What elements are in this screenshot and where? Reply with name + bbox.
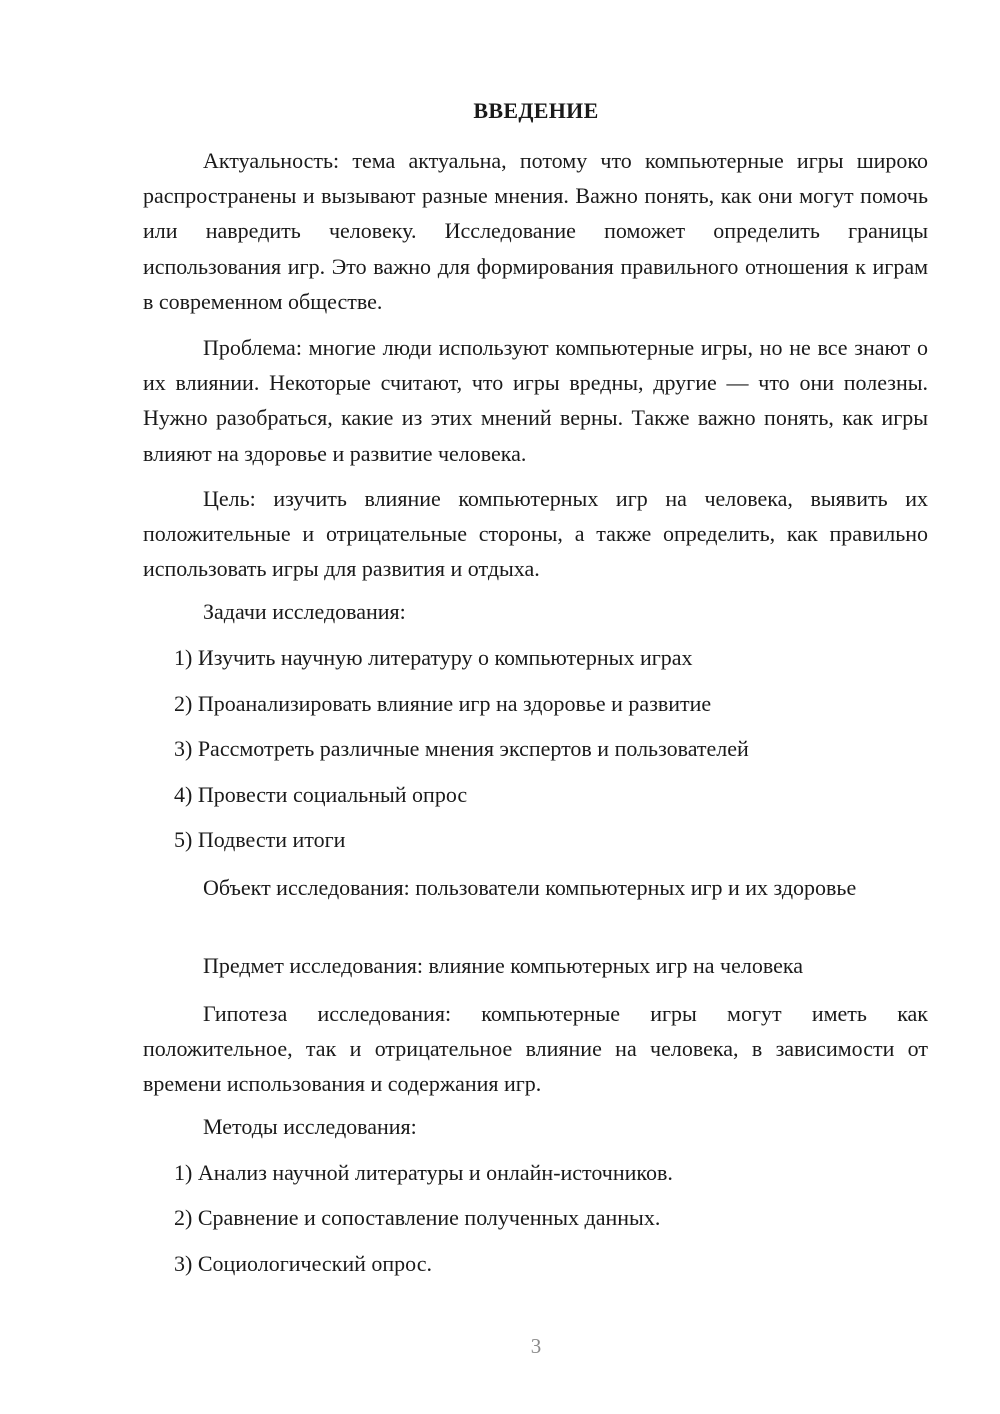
method-item: 2) Сравнение и сопоставление полученных данных. [174, 1205, 661, 1230]
problem-paragraph: Проблема: многие люди используют компьютерные игры, но не все знают о их влиянии. Некоторые считают, что игры вредны, другие — что они полезны. Нужно разобраться, какие из этих мнений верны. Также важно понять, как игры влияют на здоровье и развитие человека. [143, 335, 928, 466]
task-item: 2) Проанализировать влияние игр на здоровье и развитие [174, 691, 712, 716]
goal-paragraph: Цель: изучить влияние компьютерных игр на человека, выявить их положительные и отрицательные стороны, а также определить, как правильно использовать игры для развития и отдыха. [143, 486, 928, 582]
page-number: 3 [530, 1334, 542, 1358]
task-item: 3) Рассмотреть различные мнения экспертов и пользователей [174, 736, 749, 761]
hypothesis-paragraph: Гипотеза исследования: компьютерные игры могут иметь как положительное, так и отрицательное влияние на человека, в зависимости от времени использования и содержания игр. [143, 1001, 928, 1097]
method-item: 3) Социологический опрос. [174, 1251, 432, 1276]
task-item: 4) Провести социальный опрос [174, 782, 468, 807]
object-paragraph: Объект исследования: пользователи компьютерных игр и их здоровье [203, 875, 857, 900]
tasks-heading: Задачи исследования: [203, 599, 406, 624]
subject-paragraph: Предмет исследования: влияние компьютерных игр на человека [203, 953, 803, 978]
section-title: ВВЕДЕНИЕ [473, 98, 599, 123]
task-item: 1) Изучить научную литературу о компьютерных играх [174, 645, 693, 670]
task-item: 5) Подвести итоги [174, 827, 346, 852]
methods-heading: Методы исследования: [203, 1114, 417, 1139]
method-item: 1) Анализ научной литературы и онлайн-источников. [174, 1160, 673, 1185]
relevance-paragraph: Актуальность: тема актуальна, потому что компьютерные игры широко распространены и вызывают разные мнения. Важно понять, как они могут помочь или навредить человеку. Исследование поможет определить границы использования игр. Это важно для формирования правильного отношения к играм в современном обществе. [143, 148, 928, 314]
